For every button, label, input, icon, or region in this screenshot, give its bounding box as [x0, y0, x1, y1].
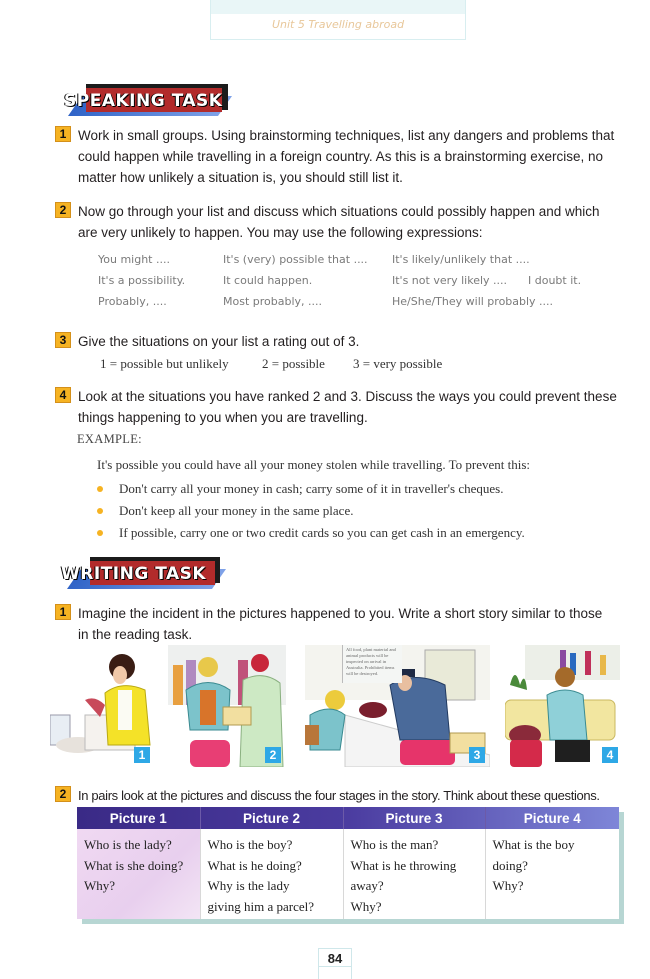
- picture-1: [50, 645, 155, 767]
- expression: It's (very) possible that ....: [223, 253, 368, 266]
- speaking-task-banner: [58, 84, 238, 118]
- example-intro: It's possible you could have all your money stolen while travelling. To prevent this:: [97, 457, 531, 472]
- task-number-badge: 4: [55, 387, 71, 403]
- expression: It's likely/unlikely that ....: [392, 253, 530, 266]
- speaking-task-heading: SPEAKING TASK: [64, 91, 223, 111]
- bullet-icon: [97, 530, 103, 536]
- task-line: Work in small groups. Using brainstorming techniques, list any dangers and problems that: [78, 128, 615, 143]
- table-row: [77, 829, 619, 919]
- bullet-icon: [97, 508, 103, 514]
- picture-number-badge: 3: [469, 747, 485, 763]
- table-header-row: [77, 807, 619, 829]
- expression: You might ....: [98, 253, 170, 266]
- task-line: Give the situations on your list a rating out of 3.: [78, 334, 360, 349]
- story-pictures: [50, 645, 620, 767]
- task-number-badge: 3: [55, 332, 71, 348]
- page-number: 84: [327, 951, 343, 966]
- expression: It's a possibility.: [98, 274, 186, 287]
- table-cell-picture-4: What is the boy doing? Why?: [492, 837, 575, 893]
- writing-task-1: [55, 603, 625, 645]
- picture-3: [305, 645, 490, 767]
- picture-number-badge: 4: [602, 747, 618, 763]
- task-line: Look at the situations you have ranked 2 and 3. Discuss the ways you could prevent these: [78, 389, 617, 404]
- task-line: In pairs look at the pictures and discuss the four stages in the story. Think about these questions.: [78, 788, 600, 803]
- expression: Probably, ....: [98, 295, 167, 308]
- writing-task-banner: [55, 557, 230, 591]
- task-line: are very unlikely to happen. You may use the following expressions:: [78, 225, 483, 240]
- picture-4: [505, 645, 620, 767]
- column-header-picture-2: Picture 2: [200, 807, 343, 829]
- speaking-task-2: [55, 201, 625, 243]
- speaking-task-4: [55, 386, 625, 428]
- rating-2: 2 = possible: [262, 356, 325, 371]
- task-number-badge: 2: [55, 202, 71, 218]
- task-number-badge: 1: [55, 126, 71, 142]
- customs-sign: All food, plant material and animal products will be inspected on arrival in Australia. Prohibited items will be destroyed.: [342, 645, 402, 683]
- expression: Most probably, ....: [223, 295, 323, 308]
- rating-1: 1 = possible but unlikely: [100, 356, 229, 371]
- table-cell-picture-3: Who is the man? What is he throwing away? Why?: [343, 829, 485, 919]
- example-bullet: Don't keep all your money in the same place.: [97, 503, 353, 519]
- column-header-picture-1: Picture 1: [77, 807, 200, 829]
- speaking-task-3: [55, 331, 625, 352]
- task-number-badge: 1: [55, 604, 71, 620]
- expression: It's not very likely ....: [392, 274, 508, 287]
- task-line: could happen while travelling in a foreign country. As this is a brainstorming exercise, no: [78, 149, 604, 164]
- picture-number-badge: 1: [134, 747, 150, 763]
- expression: It could happen.: [223, 274, 313, 287]
- column-header-picture-3: Picture 3: [343, 807, 485, 829]
- task-line: Now go through your list and discuss which situations could possibly happen and which: [78, 204, 600, 219]
- speaking-task-1: [55, 125, 625, 188]
- bullet-icon: [97, 486, 103, 492]
- unit-title: Unit 5 Travelling abroad: [271, 18, 405, 31]
- questions-table: [77, 807, 619, 919]
- picture-number-badge: 2: [265, 747, 281, 763]
- task-line: in the reading task.: [78, 627, 193, 642]
- table-cell-picture-1: Who is the lady? What is she doing? Why?: [77, 829, 200, 919]
- task-line: things happening to you when you are travelling.: [78, 410, 368, 425]
- picture-2: [168, 645, 286, 767]
- example-bullet: If possible, carry one or two credit cards so you can get cash in an emergency.: [97, 525, 525, 541]
- example-bullet: Don't carry all your money in cash; carry some of it in traveller's cheques.: [97, 481, 503, 497]
- task-line: Imagine the incident in the pictures happened to you. Write a short story similar to those: [78, 606, 603, 621]
- writing-task-heading: WRITING TASK: [61, 564, 207, 584]
- rating-3: 3 = very possible: [353, 356, 443, 371]
- expression: I doubt it.: [528, 274, 582, 287]
- page-header: [210, 0, 466, 40]
- table-cell-picture-2: Who is the boy? What is he doing? Why is the lady giving him a parcel?: [200, 829, 343, 919]
- expression: He/She/They will probably ....: [392, 295, 554, 308]
- example-label: EXAMPLE:: [77, 432, 142, 446]
- writing-task-2: [55, 785, 625, 806]
- task-number-badge: 2: [55, 786, 71, 802]
- task-line: matter how unlikely a situation is, you should still list it.: [78, 170, 403, 185]
- page-number-box: [318, 948, 352, 979]
- column-header-picture-4: Picture 4: [523, 810, 581, 826]
